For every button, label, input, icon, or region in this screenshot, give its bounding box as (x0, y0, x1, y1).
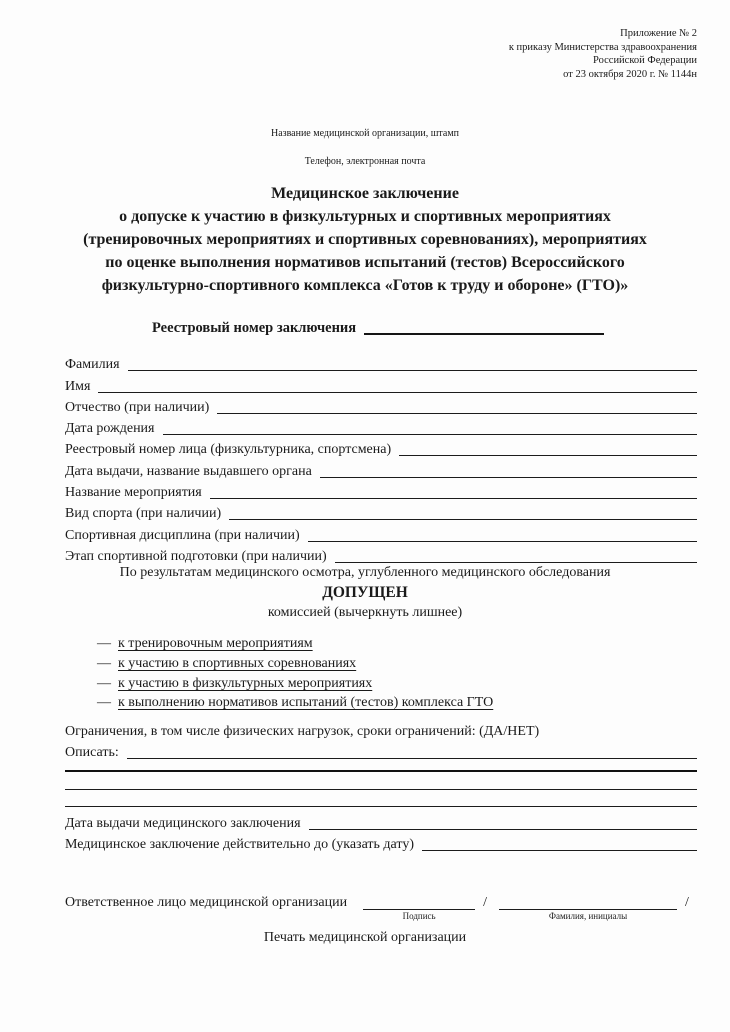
admission-option-competitions (97, 654, 493, 674)
title-line: Медицинское заключение (271, 185, 459, 202)
appendix-line: к приказу Министерства здравоохранения (508, 41, 697, 53)
issue-date-label: Дата выдачи медицинского заключения (65, 816, 301, 832)
appendix-line: Приложение № 2 (620, 28, 697, 39)
field-blank (335, 551, 697, 563)
admission-option-physical-events (97, 674, 493, 694)
field-row-firstname (65, 374, 697, 395)
describe-blank (127, 747, 697, 759)
field-row-sport-type (65, 502, 697, 523)
appendix-line: Российской Федерации (593, 55, 697, 66)
field-row-event-name (65, 481, 697, 502)
field-label: Имя (65, 378, 91, 394)
signature-blank (363, 894, 475, 910)
appendix-line: от 23 октября 2020 г. № 1144н (563, 68, 697, 80)
field-blank (320, 466, 697, 478)
field-label: Дата выдачи, название выдавшего органа (65, 463, 312, 479)
option-dash: — (97, 655, 111, 671)
exam-basis-note: По результатам медицинского осмотра, углубленного медицинского обследования (119, 565, 611, 580)
field-row-training-stage (65, 545, 697, 566)
admission-subheading: комиссией (вычеркнуть лишнее) (267, 605, 463, 620)
describe-row (65, 741, 697, 762)
registry-number-label: Реестровый номер заключения (152, 320, 357, 336)
field-blank (229, 508, 697, 520)
write-in-line-1 (65, 770, 697, 772)
valid-until-label: Медицинское заключение действительно до (указать дату) (65, 837, 414, 853)
name-caption: Фамилия, инициалы (548, 911, 628, 921)
field-label: Дата рождения (65, 421, 155, 437)
option-dash: — (97, 695, 111, 711)
field-row-surname (65, 353, 697, 374)
admission-heading: ДОПУЩЕН (322, 584, 408, 601)
field-label: Этап спортивной подготовки (при наличии) (65, 548, 327, 564)
field-blank (98, 381, 697, 393)
field-label: Название мероприятия (65, 485, 202, 501)
option-text: к участию в физкультурных мероприятиях (118, 675, 373, 691)
field-row-issuing-authority (65, 459, 697, 480)
registry-number-blank (364, 321, 604, 335)
field-blank (217, 402, 697, 414)
title-line: (тренировочных мероприятиях и спортивных соревнованиях), мероприятиях (83, 231, 647, 248)
issue-date-row (65, 812, 697, 833)
valid-until-blank (422, 839, 697, 851)
valid-until-row (65, 833, 697, 854)
write-in-line-3 (65, 806, 697, 807)
responsible-person-row (65, 894, 697, 922)
option-dash: — (97, 675, 111, 691)
field-blank (163, 423, 698, 435)
option-text: к участию в спортивных соревнованиях (118, 655, 357, 671)
field-label: Вид спорта (при наличии) (65, 506, 222, 522)
option-text: к тренировочным мероприятиям (118, 636, 313, 651)
field-row-sport-discipline (65, 523, 697, 544)
registry-number-row (152, 320, 604, 337)
field-row-patronymic (65, 396, 697, 417)
form-fields (65, 353, 697, 566)
field-blank (128, 359, 697, 371)
field-blank (399, 444, 697, 456)
restrictions-note: Ограничения, в том числе физических нагрузок, сроки ограничений: (ДА/НЕТ) (65, 724, 540, 739)
org-contact-line: Телефон, электронная почта (304, 156, 426, 167)
title-line: о допуске к участию в физкультурных и спортивных мероприятиях (119, 208, 611, 225)
field-row-birthdate (65, 417, 697, 438)
appendix-note (509, 27, 697, 81)
field-row-person-registry-number (65, 438, 697, 459)
option-text: к выполнению нормативов испытаний (тестов) комплекса ГТО (118, 695, 494, 711)
title-line: физкультурно-спортивного комплекса «Готов к труду и обороне» (ГТО)» (101, 277, 629, 294)
title-line: по оценке выполнения нормативов испытаний (тестов) Всероссийского (105, 254, 625, 271)
signature-field (363, 894, 475, 922)
field-blank (308, 530, 697, 542)
write-in-line-2 (65, 789, 697, 790)
field-blank (210, 487, 697, 499)
field-label: Спортивная дисциплина (при наличии) (65, 527, 300, 543)
name-blank (499, 894, 677, 910)
describe-label: Описать: (65, 745, 119, 761)
org-stamp-note: Печать медицинской организации (263, 930, 467, 945)
admission-option-training (97, 634, 493, 654)
issue-date-blank (309, 818, 697, 830)
responsible-person-label: Ответственное лицо медицинской организации (65, 895, 348, 910)
slash-separator: / (685, 895, 689, 910)
org-name-line: Название медицинской организации, штамп (270, 128, 460, 139)
admission-options (97, 634, 493, 713)
option-dash: — (97, 636, 111, 651)
signature-caption: Подпись (402, 911, 436, 921)
name-field (499, 894, 677, 922)
field-label: Фамилия (65, 357, 120, 373)
admission-option-gto-tests (97, 693, 493, 713)
slash-separator: / (483, 895, 488, 910)
field-label: Отчество (при наличии) (65, 399, 210, 415)
field-label: Реестровый номер лица (физкультурника, спортсмена) (65, 442, 392, 458)
document-title (20, 182, 710, 297)
